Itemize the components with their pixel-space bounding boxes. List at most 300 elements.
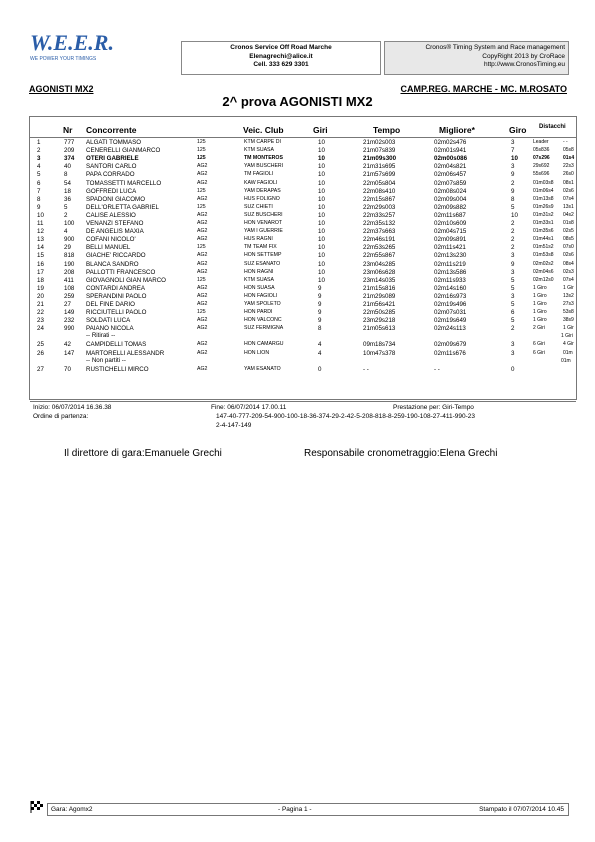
row-gap-prev: 13s1 (563, 203, 574, 210)
row-club: YAM BUSCHERI (244, 163, 284, 170)
row-best: 02m14s160 (434, 284, 467, 292)
row-category: AG2 (197, 301, 208, 307)
credit-url: http://www.CronosTiming.eu (483, 61, 565, 68)
row-laps: 10 (318, 220, 325, 227)
row-gap-leader: 05s836 (533, 147, 550, 154)
row-time: 09m18s734 (363, 341, 396, 349)
row-lap: 5 (511, 203, 515, 211)
row-rider: PAIANO NICOLA (86, 325, 134, 333)
row-category: AG2 (197, 220, 208, 226)
row-club: YAM ESANATO (244, 365, 281, 372)
row-laps: 10 (318, 244, 325, 252)
row-number: 18 (64, 187, 71, 195)
row-gap-prev: 38s9 (563, 317, 574, 324)
row-best: 02m11s421 (434, 244, 466, 252)
row-time: 22m53s265 (363, 244, 396, 252)
row-lap: 8 (511, 195, 515, 203)
row-number: 232 (64, 317, 75, 325)
row-gap-leader: 01m44s1 (533, 236, 554, 243)
row-category: AG2 (197, 325, 208, 332)
row-lap: 2 (511, 228, 515, 236)
row-lap: 5 (511, 301, 515, 308)
row-lap: 2 (511, 236, 515, 244)
row-gap-prev: 08s5 (563, 236, 574, 243)
row-lap: 3 (511, 163, 515, 171)
row-laps: 10 (318, 155, 325, 163)
row-gap-leader: 01m31s2 (533, 211, 554, 218)
row-best: 02m24s113 (434, 325, 466, 333)
row-rider: SPADONI GIACOMO (86, 195, 146, 203)
row-time: 22m29s003 (363, 203, 396, 211)
row-gap-prev: 01s4 (563, 155, 575, 162)
row-position: 10 (37, 211, 44, 219)
row-category: 125 (197, 187, 206, 194)
row-position: 6 (37, 179, 41, 187)
row-time: 22m05s804 (363, 179, 396, 187)
row-best: - - (434, 365, 440, 373)
row-laps: 10 (318, 179, 325, 187)
row-category: AG2 (197, 179, 208, 186)
row-number: 27 (64, 301, 71, 308)
results-table (29, 116, 577, 429)
row-laps: 10 (318, 268, 325, 276)
row-rider: CONTARDI ANDREA (86, 284, 146, 292)
row-rider: RICCIUTELLI PAOLO (86, 309, 147, 317)
row-laps: 10 (318, 139, 325, 146)
row-club: HUS RAGNI (244, 236, 273, 243)
row-best: 02m16s973 (434, 292, 467, 300)
row-rider: OTERI GABRIELE (86, 155, 139, 163)
row-category: AG2 (197, 341, 208, 348)
row-category: 125 (197, 203, 206, 210)
col-nr: Nr (63, 125, 73, 135)
row-club: SUZ ESANATO (244, 260, 281, 267)
row-laps: 9 (318, 317, 322, 325)
race-director: Il direttore di gara:Emanuele Grechi (64, 448, 222, 459)
row-club: TM MONTEROS (244, 155, 283, 162)
row-club: KTM CARPE DI (244, 139, 281, 145)
row-rider: GIACHE' RICCARDO (86, 252, 146, 260)
row-rider: ALGATI TOMMASO (86, 139, 142, 146)
row-number: 42 (64, 341, 71, 349)
credit-line: CopyRight 2013 by CroRace (482, 52, 565, 60)
row-best: 02m09s679 (434, 341, 467, 349)
row-time: 22m33s257 (363, 211, 396, 219)
row-number: 149 (64, 309, 75, 317)
row-time: 21m15s816 (363, 284, 396, 292)
page-title: 2^ prova AGONISTI MX2 (222, 94, 373, 109)
footer-printed: Stampato il 07/07/2014 10.45 (479, 806, 564, 813)
row-lap: 10 (511, 155, 518, 163)
row-number: 36 (64, 195, 71, 203)
row-position: 24 (37, 325, 44, 333)
row-position: 21 (37, 301, 44, 308)
row-laps: 9 (318, 301, 322, 308)
row-laps: 10 (318, 260, 325, 268)
row-category: AG2 (197, 252, 208, 259)
row-gap-prev: 27s3 (563, 301, 574, 307)
row-time: 21m56s421 (363, 301, 396, 308)
row-position: 3 (37, 155, 41, 163)
row-club: HON RAGNI (244, 268, 274, 275)
row-club: YAM I GUERRIE (244, 228, 283, 235)
row-position: 27 (37, 365, 44, 373)
row-club: SUZ FERMIGNA (244, 325, 284, 332)
row-club: KTM SUASA (244, 147, 274, 154)
col-best: Migliore* (439, 125, 475, 135)
col-lap: Giro (509, 125, 527, 135)
row-rider: TOMASSETTI MARCELLO (86, 179, 162, 187)
row-rider: COFANI NICOLO' (86, 236, 136, 244)
row-club: HON SETTEMP (244, 252, 282, 259)
row-rider: DELL'ORLETTA GABRIEL (86, 203, 159, 211)
row-position: 15 (37, 252, 44, 260)
row-best: 02m11s687 (434, 211, 466, 219)
row-gap-prev: 08s1 (563, 179, 574, 186)
row-lap: 5 (511, 284, 515, 292)
row-laps: 10 (318, 203, 325, 211)
row-rider: BLANCA SANDRO (86, 260, 139, 268)
row-best: 02m04s715 (434, 228, 467, 236)
timekeeper: Responsabile cronometraggio:Elena Grechi (304, 448, 498, 459)
row-club: KAW FAGIOLI (244, 179, 278, 186)
row-position: 2 (37, 147, 41, 155)
row-gap-prev: 02s5 (563, 228, 574, 235)
row-number: 54 (64, 179, 71, 187)
row-number: 411 (64, 276, 74, 284)
row-time: 22m55s867 (363, 252, 396, 260)
row-time: 21m31s695 (363, 163, 396, 171)
row-position: 1 (37, 139, 41, 146)
row-category: AG2 (197, 268, 208, 275)
row-number: 208 (64, 268, 75, 276)
not-started-note: -- Non partiti -- (86, 356, 126, 364)
row-gap-leader: 6 Giri (533, 349, 545, 356)
row-gap-leader: 1 Giro (533, 284, 547, 291)
row-time: 23m06s628 (363, 268, 396, 276)
col-rider: Concorrente (86, 125, 137, 135)
row-lap: 2 (511, 325, 515, 333)
row-club: KTM SUASA (244, 276, 274, 283)
row-rider: CALISE ALESSIO (86, 211, 136, 219)
row-number: 29 (64, 244, 71, 252)
row-laps: 10 (318, 163, 325, 171)
row-number: 209 (64, 147, 75, 155)
row-position: 13 (37, 236, 44, 244)
row-gap-prev: 13s2 (563, 292, 574, 299)
row-number: 818 (64, 252, 75, 260)
row-gap-leader: 01m03s8 (533, 179, 554, 186)
row-laps: 10 (318, 195, 325, 203)
row-best: 02m08s024 (434, 187, 467, 195)
row-gap-overflow: 1 Giri (561, 333, 573, 340)
row-category: 125 (197, 155, 206, 162)
row-best: 02m02s476 (434, 139, 467, 146)
org-phone: Cell. 333 629 3301 (253, 61, 309, 68)
row-number: 2 (64, 211, 68, 219)
row-gap-prev: - - (563, 139, 568, 145)
row-time: 22m08s410 (363, 187, 396, 195)
row-time: 23m29s218 (363, 317, 396, 325)
row-club: HON VALCONC (244, 317, 282, 324)
row-number: 777 (64, 139, 75, 146)
row-gap-prev: 4 Gir (563, 341, 574, 348)
row-club: SUZ BUSCHERI (244, 211, 283, 218)
info-divider (30, 401, 576, 402)
row-rider: DE ANGELIS MAXIA (86, 228, 144, 236)
row-gap-leader: 1 Giro (533, 292, 547, 299)
row-lap: 2 (511, 244, 515, 252)
row-best: 02m00s086 (434, 155, 468, 163)
row-gap-prev: 53s8 (563, 309, 574, 316)
row-gap-leader: 01m26s9 (533, 203, 554, 210)
row-best: 02m10s609 (434, 220, 467, 227)
row-category: AG2 (197, 292, 208, 299)
row-club: HON LION (244, 349, 270, 356)
row-lap: 5 (511, 317, 515, 325)
row-number: 8 (64, 171, 68, 179)
row-time: 21m05s613 (363, 325, 396, 333)
row-rider: RUSTICHELLI MIRCO (86, 365, 149, 373)
row-position: 7 (37, 187, 41, 195)
col-laps: Giri (313, 125, 328, 135)
row-position: 5 (37, 171, 41, 179)
row-gap-leader: 07s296 (533, 155, 550, 162)
row-number: 990 (64, 325, 75, 333)
logo-tagline: WE POWER YOUR TIMINGS (30, 56, 97, 62)
credit-line: Cronos® Timing System and Race management (425, 44, 565, 51)
row-time: 22m50s285 (363, 309, 396, 317)
row-category: 125 (197, 139, 206, 145)
row-best: 02m09s891 (434, 236, 467, 244)
col-club: Veic. Club (243, 125, 284, 135)
org-name: Cronos Service Off Road Marche (230, 44, 332, 51)
credit-box (384, 41, 569, 75)
row-club: SUZ CHIETI (244, 203, 273, 210)
row-position: 20 (37, 292, 44, 300)
row-category: AG2 (197, 228, 208, 235)
row-best: 02m09s004 (434, 195, 467, 203)
row-rider: PAPA CORRADO (86, 171, 135, 179)
row-position: 23 (37, 317, 44, 325)
row-category: AG2 (197, 195, 208, 202)
row-laps: 9 (318, 284, 322, 292)
row-gap-leader: 01m13s8 (533, 195, 554, 202)
row-best: 02m11s676 (434, 349, 466, 357)
row-gap-prev: 02s6 (563, 187, 574, 194)
row-best: 02m13s230 (434, 252, 467, 260)
row-laps: 10 (318, 236, 325, 244)
race-start: Inizio: 06/07/2014 16.36.38 (33, 404, 112, 411)
start-order: 147-40-777-209-54-900-100-18-36-374-29-2-42-5-208-818-8-259-190-108-27-411-990-23 (216, 413, 475, 420)
row-gap-leader: 01m33s1 (533, 220, 554, 226)
row-position: 12 (37, 228, 44, 236)
row-laps: 10 (318, 211, 325, 219)
row-category: AG2 (197, 163, 208, 170)
category-label: AGONISTI MX2 (29, 84, 94, 94)
row-category: 125 (197, 244, 206, 251)
row-lap: 2 (511, 220, 515, 227)
row-gap-prev: 01s8 (563, 220, 574, 226)
row-gap-leader: 2 Giri (533, 325, 545, 332)
row-position: 14 (37, 244, 44, 252)
row-lap: 6 (511, 309, 515, 317)
row-gap-prev: 07s0 (563, 244, 574, 251)
row-position: 19 (37, 284, 44, 292)
row-time: 21m09s300 (363, 155, 397, 163)
row-rider: VENANZI STEFANO (86, 220, 144, 227)
logo-text: W.E.E.R. (30, 30, 114, 55)
row-lap: 3 (511, 268, 515, 276)
row-lap: 3 (511, 292, 515, 300)
row-laps: 8 (318, 325, 322, 333)
row-gap-leader: 02m12s0 (533, 276, 554, 283)
row-gap-leader: Leader (533, 139, 549, 145)
row-club: HON CAMARGU (244, 341, 284, 348)
row-best: 02m19s496 (434, 301, 467, 308)
row-lap: 9 (511, 260, 515, 268)
row-club: YAM DERAPAS (244, 187, 281, 194)
row-time: 10m47s378 (363, 349, 396, 357)
start-order-cont: 2-4-147-149 (216, 422, 252, 429)
row-category: 125 (197, 147, 206, 154)
row-laps: 10 (318, 276, 325, 284)
row-club: HUS FOLIGNO (244, 195, 280, 202)
row-lap: 10 (511, 211, 518, 219)
row-gap-prev: 02s6 (563, 252, 574, 259)
org-email: Elenagrechi@alice.it (249, 52, 313, 60)
order-label: Ordine di partenza: (33, 413, 89, 420)
row-gap-leader: 01m35s6 (533, 228, 554, 235)
row-gap-prev: 02s3 (563, 268, 574, 275)
row-number: 4 (64, 228, 68, 236)
row-number: 900 (64, 236, 75, 244)
col-time: Tempo (373, 125, 401, 135)
row-gap-leader: 02m04s6 (533, 268, 554, 275)
row-position: 8 (37, 195, 41, 203)
row-position: 11 (37, 220, 44, 227)
row-category: AG2 (197, 260, 208, 267)
row-gap-leader: 1 Giro (533, 301, 547, 307)
row-lap: 9 (511, 171, 515, 179)
row-lap: 3 (511, 349, 515, 357)
row-best: 02m06s457 (434, 171, 467, 179)
row-position: 4 (37, 163, 41, 171)
row-position: 25 (37, 341, 44, 349)
row-rider: CENERELLI GIANMARCO (86, 147, 161, 155)
row-number: 374 (64, 155, 75, 163)
footer-race: Gara: Agomx2 (51, 806, 93, 813)
row-gap-prev: 22s3 (563, 163, 574, 170)
row-position: 26 (37, 349, 44, 357)
row-time: 21m02s003 (363, 139, 396, 146)
row-gap-overflow: 01m (561, 357, 571, 364)
row-laps: 10 (318, 187, 325, 195)
row-club: TM FAGIOLI (244, 171, 274, 178)
row-gap-prev: 07s4 (563, 195, 574, 202)
row-gap-leader: 55s696 (533, 171, 550, 178)
row-number: 147 (64, 349, 75, 357)
organizer-box (181, 41, 381, 75)
row-lap: 3 (511, 139, 515, 146)
row-laps: 4 (318, 349, 322, 357)
row-best: 02m09s882 (434, 203, 467, 211)
row-gap-leader: 01m53s8 (533, 252, 554, 259)
row-gap-prev: 1 Gir (563, 284, 574, 291)
retired-note: -- Ritirati -- (86, 332, 116, 340)
table-row (30, 365, 576, 374)
row-gap-prev: 04s2 (563, 211, 574, 218)
row-rider: SANTORI CARLO (86, 163, 137, 171)
row-best: 02m04s821 (434, 163, 467, 171)
row-laps: 10 (318, 228, 325, 236)
row-gap-prev: 07s4 (563, 276, 574, 283)
row-number: 108 (64, 284, 75, 292)
row-lap: 3 (511, 252, 515, 260)
row-number: 70 (64, 365, 71, 373)
row-time: 23m04s285 (363, 260, 396, 268)
row-category: 125 (197, 309, 206, 316)
row-lap: 7 (511, 147, 515, 155)
row-category: 125 (197, 276, 206, 283)
row-category: AG2 (197, 284, 208, 291)
row-time: 21m07s839 (363, 147, 396, 155)
row-lap: 3 (511, 341, 515, 349)
checkered-flag-icon (30, 800, 44, 814)
row-laps: 0 (318, 365, 322, 373)
row-rider: PALLOTTI FRANCESCO (86, 268, 156, 276)
row-time: 22m35s132 (363, 220, 396, 227)
row-club: HON VENAROT (244, 220, 283, 226)
row-category: AG2 (197, 211, 208, 218)
row-gap-leader: 01m06s4 (533, 187, 554, 194)
row-time: 22m46s191 (363, 236, 396, 244)
row-number: 5 (64, 203, 68, 211)
row-laps: 10 (318, 147, 325, 155)
row-lap: 2 (511, 179, 515, 187)
row-gap-leader: 29s692 (533, 163, 550, 170)
row-gap-leader: 01m51s2 (533, 244, 554, 251)
row-gap-leader: 1 Giro (533, 309, 547, 316)
row-gap-leader: 6 Giri (533, 341, 545, 348)
row-best: 02m11s219 (434, 260, 466, 268)
row-position: 17 (37, 268, 44, 276)
row-lap: 5 (511, 276, 515, 284)
row-gap-prev: 26s0 (563, 171, 574, 178)
race-performance: Prestazione per: Giri-Tempo (393, 404, 474, 411)
row-laps: 9 (318, 292, 322, 300)
row-time: 22m37s663 (363, 228, 396, 236)
row-rider: MARTORELLI ALESSANDR (86, 349, 165, 357)
row-time: 21m29s089 (363, 292, 396, 300)
row-club: YAM SPOLETO (244, 301, 281, 307)
row-number: 40 (64, 163, 71, 171)
championship-label: CAMP.REG. MARCHE - MC. M.ROSATO (400, 84, 567, 94)
row-number: 259 (64, 292, 75, 300)
row-category: AG2 (197, 236, 208, 243)
page-footer (47, 803, 569, 816)
row-best: 02m13s586 (434, 268, 467, 276)
row-laps: 9 (318, 309, 322, 317)
row-club: HON FAGIOLI (244, 292, 278, 299)
row-category: AG2 (197, 171, 208, 178)
row-gap-prev: 01m (563, 349, 573, 356)
row-laps: 10 (318, 171, 325, 179)
row-time: 22m15s867 (363, 195, 396, 203)
row-category: AG2 (197, 365, 208, 372)
row-number: 100 (64, 220, 75, 227)
row-time: 21m57s699 (363, 171, 396, 179)
